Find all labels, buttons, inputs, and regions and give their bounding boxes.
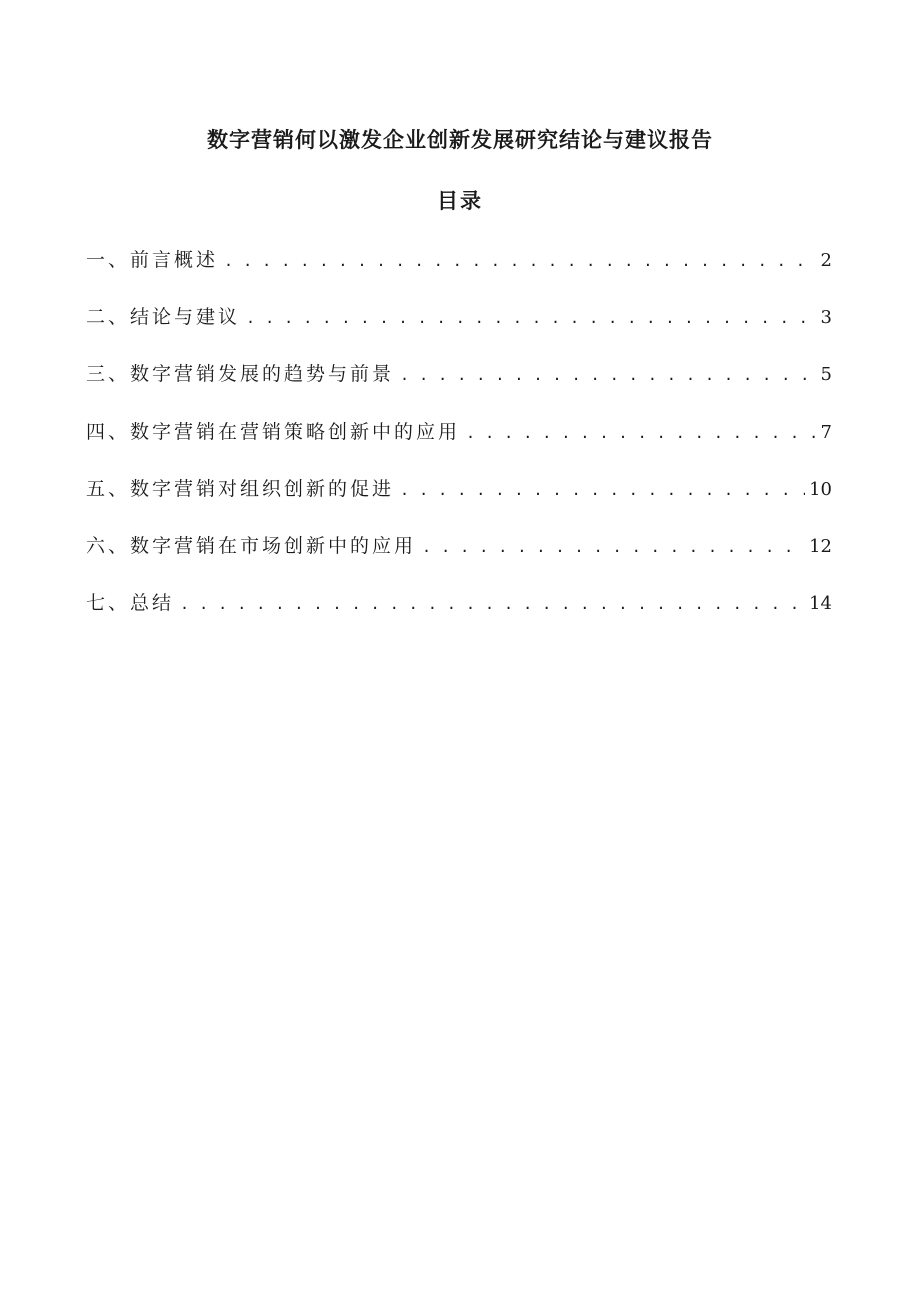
- toc-entry-label: 三、数字营销发展的趋势与前景: [86, 363, 395, 386]
- toc-dot-leader: [224, 252, 817, 270]
- table-of-contents: [86, 245, 832, 645]
- toc-entry-3[interactable]: [86, 359, 832, 416]
- toc-heading: 目录: [437, 188, 483, 213]
- toc-entry-7[interactable]: [86, 588, 832, 645]
- toc-entry-label: 一、前言概述: [86, 249, 219, 271]
- toc-entry-5[interactable]: [86, 474, 832, 531]
- toc-page-number: 2: [820, 250, 832, 271]
- toc-dot-leader: [400, 366, 817, 384]
- toc-page-number: 14: [809, 593, 832, 615]
- toc-entry-1[interactable]: [86, 245, 832, 302]
- toc-entry-label: 五、数字营销对组织创新的促进: [86, 477, 395, 500]
- toc-entry-2[interactable]: [86, 302, 832, 359]
- toc-entry-label: 七、总结: [86, 592, 175, 615]
- toc-page-number: 3: [820, 307, 832, 329]
- toc-page-number: 12: [809, 535, 832, 557]
- toc-entry-label: 六、数字营销在市场创新中的应用: [86, 534, 417, 557]
- toc-dot-leader: [422, 538, 805, 556]
- toc-entry-label: 二、结论与建议: [86, 306, 241, 329]
- toc-dot-leader: [246, 309, 817, 327]
- toc-dot-leader: [466, 424, 817, 442]
- toc-page-number: 10: [809, 478, 832, 500]
- toc-page-number: 5: [820, 364, 832, 386]
- toc-entry-6[interactable]: [86, 531, 832, 588]
- document-title: 数字营销何以激发企业创新发展研究结论与建议报告: [207, 127, 713, 152]
- toc-dot-leader: [400, 481, 805, 499]
- toc-entry-4[interactable]: [86, 417, 832, 474]
- toc-entry-label: 四、数字营销在营销策略创新中的应用: [86, 420, 461, 443]
- toc-dot-leader: [180, 595, 805, 613]
- toc-page-number: 7: [820, 421, 832, 443]
